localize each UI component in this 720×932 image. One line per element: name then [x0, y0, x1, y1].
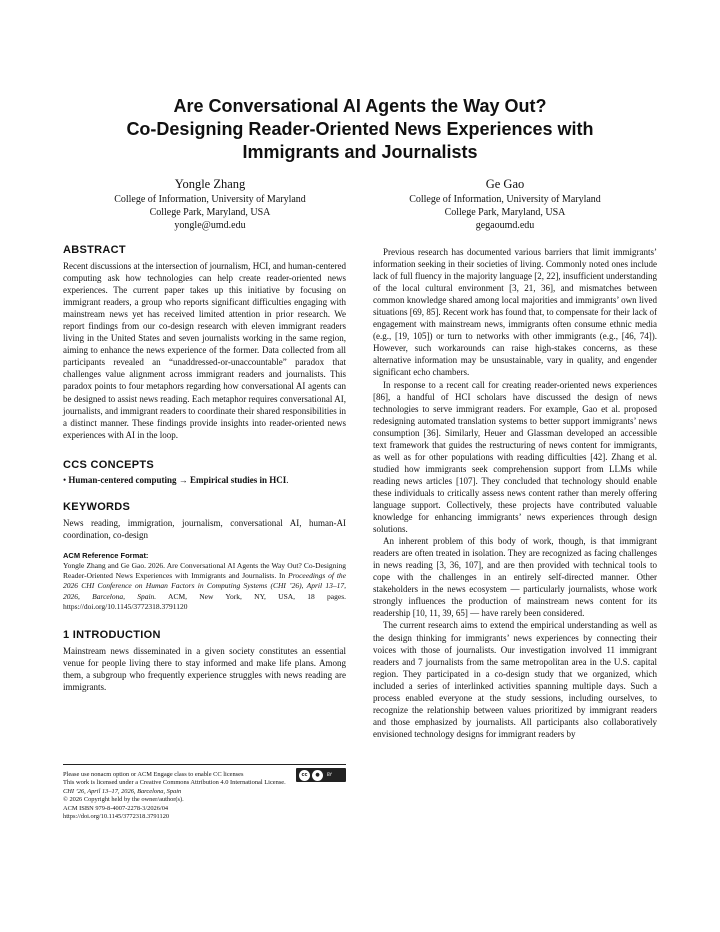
title-line-3: Immigrants and Journalists [242, 142, 478, 162]
cc-by-license-badge[interactable] [296, 768, 346, 782]
paper-title [0, 95, 720, 164]
ccs-concepts-line [63, 474, 346, 486]
keywords-text: News reading, immigration, journalism, conversational AI, human-AI coordination, co-design [63, 517, 346, 540]
reference-venue: Proceedings of the 2026 CHI Conference on Human Factors in Computing Systems (CHI ’26), April 13–17, 2026, Barcelona, Spain. [63, 571, 346, 601]
author-location: College Park, Maryland, USA [444, 207, 566, 218]
introduction-text: Mainstream news disseminated in a given society constitutes an essential venue for people living there to stay informed and make life plans. Among them, a subgroup who frequently experience struggles with news reading are immigrants. [63, 646, 346, 693]
title-line-1: Are Conversational AI Agents the Way Out? [173, 96, 547, 116]
cc-icon: cc [299, 770, 310, 781]
by-label: BY [327, 771, 332, 777]
left-column [63, 243, 346, 694]
ccs-bullet: • [63, 474, 67, 485]
ccs-heading: CCS CONCEPTS [63, 458, 154, 471]
person-icon: ● [312, 770, 323, 781]
body-paragraph-1: Previous research has documented various barriers that limit immigrants’ information seeking in their societies of living. Commonly noted ones include lack of full fluency in the majority language [2, 22], insufficient understanding of the local cultural environment [3, 21, 36], and mismatches between common knowledge shared among local majorities and immigrants’ own lived situations [69, 85]. Recent work has found that, to compensate for their lack of engagement with mainstream news, immigrants often consume ethnic media (e.g., [19, 105]) or turn to networks with other immigrants (e.g., [46, 74]). However, such workarounds can raise high-stakes concerns, as these alternative information may be unsustainable, vary in quality, and engender significant echo chambers. [373, 247, 657, 378]
ccs-end: . [286, 474, 289, 485]
title-line-2: Co-Designing Reader-Oriented News Experiences with [126, 119, 594, 139]
keywords-heading: KEYWORDS [63, 500, 131, 513]
author-block-2 [355, 176, 655, 232]
author-email[interactable]: yongle@umd.edu [174, 220, 246, 231]
abstract-heading: ABSTRACT [63, 244, 126, 256]
body-paragraph-3: An inherent problem of this body of work, though, is that immigrant readers are often treated in isolation. They are recognized as facing challenges in news reading [3, 36, 107], and are then provided with technical tools to cope with the challenges in an entirely self-directed manner. Other stakeholders in the news ecosystem — particularly journalists, whose work strongly influences the production of mainstream news content for its readership [10, 11, 39, 65] — have rarely been considered. [373, 536, 657, 619]
reference-part-1: Yongle Zhang and Ge Gao. 2026. Are Conversational AI Agents the Way Out? Co-Designing Reader-Oriented News Experiences with Immigrants and Journalists. In [63, 560, 346, 581]
footer-line-4: © 2026 Copyright held by the owner/author(s). [63, 796, 184, 804]
body-paragraph-2: In response to a recent call for creating reader-oriented news experiences [86], a handful of HCI scholars have discussed the design of news technologies to serve immigrant readers. For example, Gao et al. proposed redesigning automated translation systems to better support immigrants’ news consumption [36]. Similarly, Heuer and Glassman developed an accessible text framework that guides the restructuring of news content for immigrants, as well as for other populations with reading difficulties [42]. Zhang et al. studied how immigrants seek comprehension support from LLMs while reading news articles [107]. They concluded that technology should enable these individuals to critically assess news content rather than merely offering language support. Collectively, these projects have contributed valuable knowledge for enhancing immigrants’ news experiences through design solutions. [373, 379, 657, 535]
ccs-concept-1: Human-centered computing [68, 474, 177, 485]
footer-venue: CHI ’26, April 13–17, 2026, Barcelona, Spain [63, 787, 182, 795]
author-location: College Park, Maryland, USA [149, 207, 271, 218]
ccs-arrow: → [178, 474, 188, 485]
footer-line-1: Please use nonacm option or ACM Engage class to enable CC licenses [63, 771, 244, 778]
author-name: Yongle Zhang [174, 177, 246, 191]
body-paragraph-4: The current research aims to extend the empirical understanding as well as the design thinking for immigrants’ news experiences by connecting their voices with those of journalists. Our investigation involved 11 immigrant readers and 7 journalists from the same metropolitan area in the U.S. capital region. They participated in a co-design study that we organized, which included a series of interlinked activities spanning multiple days. Such a process enabled everyone at the study sessions, including ourselves, to recognize the relationship between values prioritized by immigrant readers and those emphasized by journalists. All participants also collaboratively envisioned technology designs for immigrant readers by [373, 620, 657, 739]
author-email[interactable]: gegaoumd.edu [475, 220, 535, 231]
author-name: Ge Gao [485, 177, 525, 191]
right-column [373, 246, 657, 740]
license-footer [63, 764, 346, 821]
footer-line-2: This work is licensed under a Creative Commons Attribution 4.0 International License. [63, 779, 286, 787]
reference-format-heading: ACM Reference Format: [63, 550, 149, 560]
footer-line-6[interactable]: https://doi.org/10.1145/3772318.3791120 [63, 813, 170, 821]
introduction-heading: 1 INTRODUCTION [63, 629, 161, 642]
reference-part-2: ACM, New York, NY, USA, 18 pages. https://doi.org/10.1145/3772318.3791120 [63, 591, 347, 612]
abstract-text: Recent discussions at the intersection of journalism, HCI, and human-centered computing ask how technologies can help create reader-oriented news experiences. The current paper takes up this initiative by focusing on immigrant readers, a group who reports significant difficulties engaging with mainstream news yet has received limited attention in prior research. We report findings from our co-design research with eleven immigrant readers living in the United States and seven journalists working in the same region, aiming to enhance the news experience of the former. Data collected from all participants revealed an “unaddressed-or-unaccountable” paradox that challenges value alignment across immigrant readers and journalists. This paradox points to four metaphors regarding how conversational AI agents can be designed to assist news reading. Each metaphor requires conversational AI, journalists, and immigrant readers to coordinate their shared responsibilities in a distinct manner. These findings provide insights into reader-oriented news experiences with AI in the loop. [63, 261, 346, 440]
reference-format-text [63, 561, 346, 612]
author-affiliation: College of Information, University of Maryland [114, 194, 306, 205]
footer-line-3 [63, 788, 346, 796]
footer-line-5: ACM ISBN 979-8-4007-2278-3/2026/04 [63, 804, 169, 812]
author-affiliation: College of Information, University of Maryland [409, 194, 601, 205]
author-block-1 [60, 176, 360, 232]
ccs-concept-2: Empirical studies in HCI [190, 474, 287, 485]
